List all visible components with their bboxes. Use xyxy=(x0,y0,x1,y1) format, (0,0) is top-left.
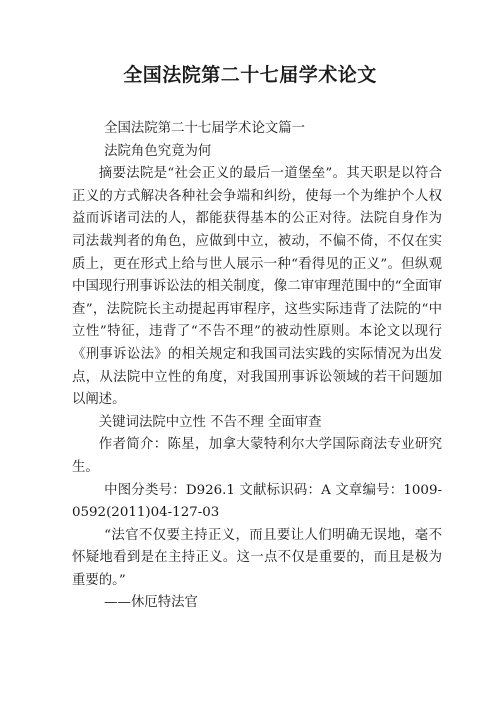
epigraph-attribution: ——休厄特法官 xyxy=(104,595,198,611)
document-title: 全国法院第二十七届学术论文 xyxy=(123,64,377,86)
article-subtitle: 全国法院第二十七届学术论文篇一 xyxy=(104,121,306,136)
classification-line: 中图分类号：D926.1 文献标识码：A 文章编号：1009-0592(2011)04-127-03 xyxy=(72,482,442,521)
document-body xyxy=(72,118,442,615)
author-bio: 作者简介：陈星，加拿大蒙特利尔大学国际商法专业研究生。 xyxy=(72,437,442,475)
abstract-paragraph: 摘要法院是“社会正义的最后一道堡垒”。其天职是以符合正义的方式解决各种社会争端和纠纷，使每一个为维护个人权益而诉诸司法的人，都能获得基本的公正对待。法院自身作为司法裁判者的角色，应做到中立，被动，不偏不倚，不仅在实质上，更在形式上给与世人展示一种“看得见的正义”。但纵观中国现行刑事诉讼法的相关制度，像二审审理范围中的“全面审查”，法院院长主动提起再审程序，这些实际违背了法院的“中立性”特征，违背了“不告不理”的被动性原则。本论文以现行《刑事诉讼法》的相关规定和我国司法实践的实际情况为出发点，从法院中立性的角度，对我国刑事诉讼领域的若干问题加以阐述。 xyxy=(72,166,442,408)
keywords-line: 关键词法院中立性 不告不理 全面审查 xyxy=(98,414,322,430)
epigraph-quote: “法官不仅要主持正义，而且要让人们明确无误地，毫不怀疑地看到是在主持正义。这一点不仅是重要的，而且是极为重要的。” xyxy=(72,527,442,588)
article-heading: 法院角色究竟为何 xyxy=(104,143,212,159)
